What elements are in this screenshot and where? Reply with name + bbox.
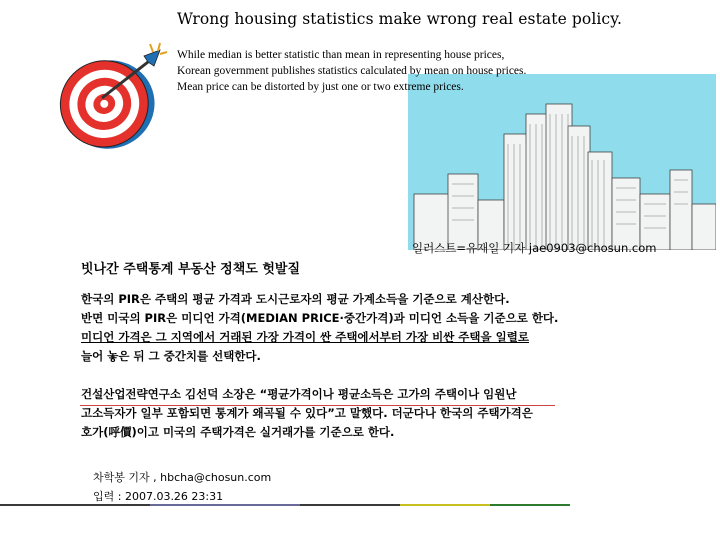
- highlight-underline: [80, 405, 555, 406]
- paragraph-line: 반면 미국의 PIR은 미디언 가격(MEDIAN PRICE·중간가격)과 미디언 소득을 기준으로 한다.: [81, 311, 559, 325]
- dartboard-icon: [52, 40, 170, 152]
- paragraph-line: 늘어 놓은 뒤 그 중간치를 선택한다.: [81, 349, 261, 363]
- reporter: 차학봉 기자 , hbcha@chosun.com: [93, 471, 272, 484]
- intro-line: While median is better statistic than mean in representing house prices,: [177, 49, 505, 61]
- article-paragraph-2: [81, 385, 701, 442]
- article-headline: 빗나간 주택통계 부동산 정책도 헛발질: [81, 262, 301, 277]
- paragraph-line: 고소득자가 일부 포함되면 통계가 왜곡될 수 있다”고 말했다. 더군다나 한국의 주택가격은: [81, 406, 533, 420]
- intro-text: [177, 47, 526, 95]
- rule-segment: [490, 504, 570, 506]
- rule-segment: [300, 504, 400, 506]
- paragraph-line: 한국의 PIR은 주택의 평균 가격과 도시근로자의 평균 가계소득을 기준으로 계산한다.: [81, 292, 510, 306]
- intro-line: Korean government publishes statistics calculated by mean on house prices.: [177, 65, 527, 77]
- image-credit: 일러스트=유재일 기자 jae0903@chosun.com: [412, 241, 657, 255]
- paragraph-line: 호가(呼價)이고 미국의 주택가격은 실거래가를 기준으로 한다.: [81, 425, 395, 439]
- publish-date: 입력 : 2007.03.26 23:31: [93, 490, 224, 503]
- paragraph-line-underlined: 미디언 가격은 그 지역에서 거래된 가장 가격이 싼 주택에서부터 가장 비싼 주택을 일렬로: [81, 330, 529, 344]
- rule-segment: [0, 504, 150, 506]
- bottom-rule: [0, 504, 720, 506]
- article-paragraph-1: [81, 290, 701, 366]
- rule-segment: [150, 504, 300, 506]
- city-skyline-illustration: [408, 74, 716, 250]
- slide-title: Wrong housing statistics make wrong real estate policy.: [177, 10, 623, 28]
- byline: [93, 468, 271, 506]
- intro-line: Mean price can be distorted by just one or two extreme prices.: [177, 81, 464, 93]
- rule-segment: [400, 504, 490, 506]
- paragraph-line: 건설산업전략연구소 김선덕 소장은 “평균가격이나 평균소득은 고가의 주택이나 임원난: [81, 387, 517, 401]
